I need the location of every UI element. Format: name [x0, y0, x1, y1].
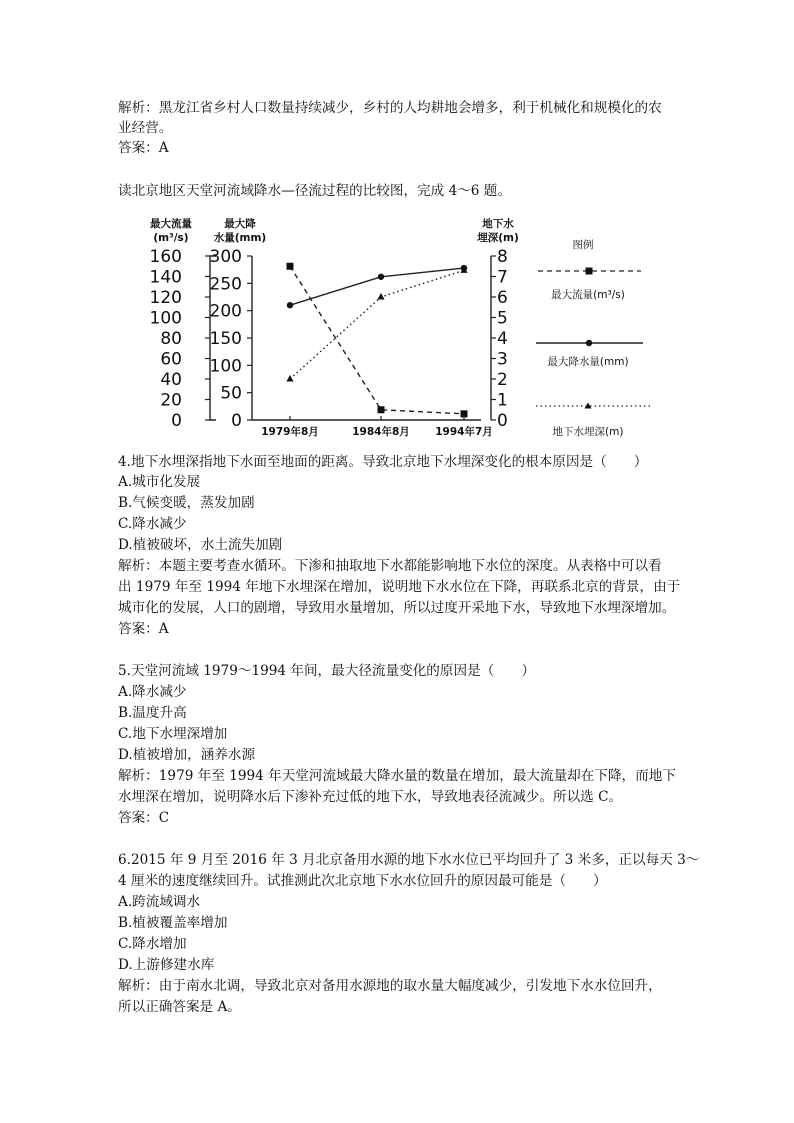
left_inner-tick-label: 300: [209, 247, 242, 267]
right-axis-unit: 埋深(m): [477, 232, 519, 244]
right-tick-label: 8: [497, 247, 508, 267]
left_outer-tick-label: 140: [149, 267, 182, 288]
x-tick-label: 1979年8月: [261, 426, 319, 438]
data-point-flow: [378, 406, 385, 413]
data-point-groundwater: [377, 293, 384, 300]
left_inner-tick-label: 100: [209, 356, 242, 377]
left-inner-axis-label: 最大降: [224, 218, 256, 230]
data-point-precip: [287, 302, 293, 308]
legend-title: 图例: [572, 239, 594, 251]
q5-analysis: 水埋深在增加，说明降水后下渗补充过低的地下水，导致地表径流减少。所以选 C。: [118, 789, 623, 805]
legend-marker-precip: [586, 340, 592, 346]
right-tick-label: 7: [497, 267, 508, 288]
legend-marker-flow: [586, 268, 593, 275]
right-tick-label: 2: [497, 370, 508, 390]
right-tick-label: 1: [497, 390, 508, 411]
q4-option-a: A.城市化发展: [118, 474, 201, 490]
q4-option-c: C.降水减少: [118, 516, 187, 532]
q5-option-a: A.降水减少: [118, 684, 187, 700]
q4-option-d: D.植被破坏，水土流失加剧: [118, 537, 283, 553]
analysis-text: 业经营。: [118, 120, 173, 136]
series-line-precip: [290, 268, 464, 305]
right-tick-label: 0: [497, 411, 508, 431]
right-axis-label: 地下水: [482, 218, 514, 230]
left-outer-axis-unit: (m³/s): [153, 232, 189, 244]
left_inner-tick-label: 50: [220, 383, 242, 404]
left_outer-tick-label: 120: [149, 288, 182, 308]
right-tick-label: 5: [497, 308, 508, 329]
left_outer-tick-label: 20: [160, 390, 182, 411]
q6-option-b: B.植被覆盖率增加: [118, 915, 228, 931]
q6-analysis: 所以正确答案是 A。: [118, 999, 241, 1015]
q6-option-a: A.跨流域调水: [118, 894, 201, 910]
q5-option-d: D.植被增加，涵养水源: [118, 747, 256, 763]
left_outer-tick-label: 40: [160, 370, 182, 390]
q5-option-c: C.地下水埋深增加: [118, 726, 228, 742]
data-point-groundwater: [286, 375, 293, 382]
right-tick-label: 4: [497, 329, 508, 349]
left_inner-tick-label: 0: [231, 411, 242, 431]
analysis-text: 解析：黑龙江省乡村人口数量持续减少，乡村的人均耕地会增多，利于机械化和规模化的农: [118, 100, 662, 116]
series-line-groundwater: [290, 270, 464, 379]
left_inner-tick-label: 250: [209, 274, 242, 295]
right-tick-label: 6: [497, 288, 508, 308]
left_outer-tick-label: 100: [149, 308, 182, 329]
series-line-flow: [290, 266, 464, 414]
intro-text: 读北京地区天堂河流域降水—径流过程的比较图，完成 4～6 题。: [118, 183, 511, 199]
left-outer-axis-label: 最大流量: [150, 218, 192, 230]
legend-label-groundwater: 地下水埋深(m): [552, 426, 624, 438]
left_inner-tick-label: 150: [209, 329, 242, 349]
legend-label-flow: 最大流量(m³/s): [551, 289, 625, 301]
q5-analysis: 解析：1979 年至 1994 年天堂河流域最大降水量的数量在增加，最大流量却在下降，而地下: [118, 768, 676, 784]
q4-option-b: B.气候变暖，蒸发加剧: [118, 495, 255, 511]
x-tick-label: 1994年7月: [435, 426, 493, 438]
legend-label-precip: 最大降水量(mm): [547, 356, 629, 368]
q5-option-b: B.温度升高: [118, 705, 187, 721]
q4-stem: 4.地下水埋深指地下水面至地面的距离。导致北京地下水埋深变化的根本原因是（ ）: [118, 454, 648, 470]
q4-analysis: 城市化的发展，人口的剧增，导致用水量增加，所以过度开采地下水，导致地下水埋深增加。: [118, 600, 676, 616]
q6-stem: 4 厘米的速度继续回升。试推测此次北京地下水水位回升的原因最可能是（ ）: [118, 873, 607, 889]
q6-stem: 6.2015 年 9 月至 2016 年 3 月北京备用水源的地下水水位已平均回升了 3 米多，正以每天 3～: [118, 852, 700, 868]
q6-option-d: D.上游修建水库: [118, 957, 215, 973]
x-tick-label: 1984年8月: [352, 426, 410, 438]
data-point-flow: [461, 410, 468, 417]
answer-text: 答案：A: [118, 140, 169, 156]
q4-answer: 答案：A: [118, 621, 169, 637]
left_inner-tick-label: 200: [209, 301, 242, 322]
runoff-comparison-chart: [118, 212, 678, 444]
q6-option-c: C.降水增加: [118, 936, 187, 952]
left_outer-tick-label: 160: [149, 247, 182, 267]
q5-answer: 答案：C: [118, 810, 170, 826]
data-point-flow: [287, 263, 294, 270]
left_outer-tick-label: 80: [160, 329, 182, 349]
q6-analysis: 解析：由于南水北调，导致北京对备用水源地的取水量大幅度减少，引发地下水水位回升，: [118, 978, 662, 994]
right-tick-label: 3: [497, 349, 508, 370]
left_outer-tick-label: 60: [160, 349, 182, 370]
q5-stem: 5.天堂河流域 1979～1994 年间，最大径流量变化的原因是（ ）: [118, 663, 536, 679]
q4-analysis: 解析：本题主要考查水循环。下渗和抽取地下水都能影响地下水位的深度。从表格中可以看: [118, 558, 662, 574]
data-point-precip: [378, 274, 384, 280]
left-inner-axis-unit: 水量(mm): [213, 232, 267, 244]
left_outer-tick-label: 0: [171, 411, 182, 431]
q4-analysis: 出 1979 年至 1994 年地下水埋深在增加，说明地下水水位在下降，再联系北京的背景，由于: [118, 579, 681, 595]
